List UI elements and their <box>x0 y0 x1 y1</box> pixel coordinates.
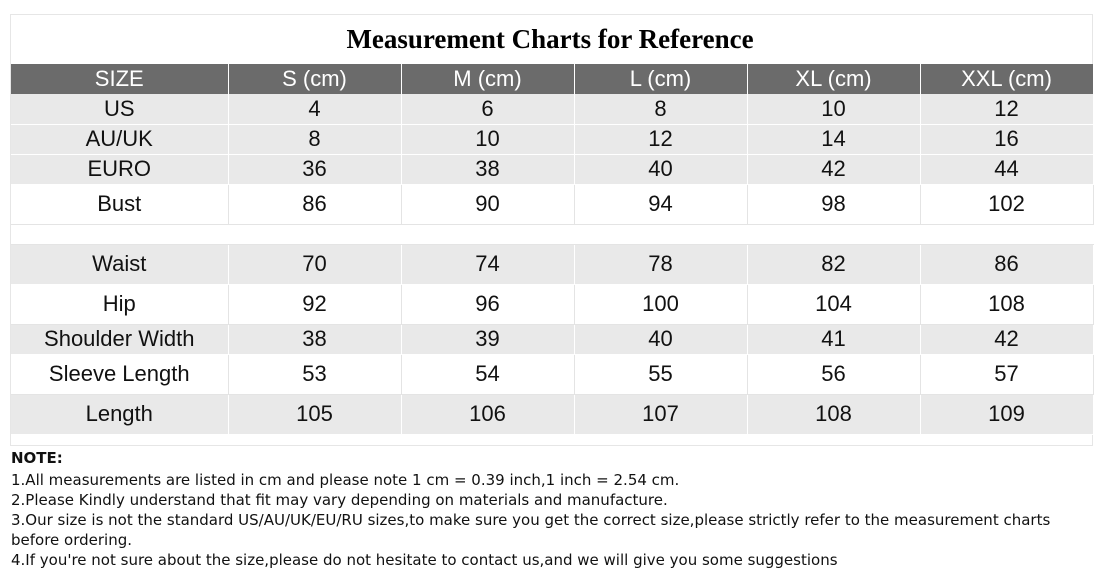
table-cell: 54 <box>401 354 574 394</box>
table-row-shoulder-width <box>11 324 1093 354</box>
header-s: S (cm) <box>228 64 401 94</box>
notes-heading: NOTE: <box>11 449 63 467</box>
table-cell: 57 <box>920 354 1093 394</box>
table-cell: 105 <box>228 394 401 434</box>
table-spacer-row <box>11 224 1093 244</box>
table-row-euro <box>11 154 1093 184</box>
table-cell: 10 <box>401 124 574 154</box>
table-cell: 41 <box>747 324 920 354</box>
table-cell: 104 <box>747 284 920 324</box>
table-cell: 82 <box>747 244 920 284</box>
table-cell: 108 <box>920 284 1093 324</box>
table-cell: 10 <box>747 94 920 124</box>
note-line-2: 2.Please Kindly understand that fit may vary depending on materials and manufacture. <box>11 491 668 509</box>
row-label: Sleeve Length <box>11 354 228 394</box>
header-xxl: XXL (cm) <box>920 64 1093 94</box>
spacer-cell <box>11 224 1093 244</box>
table-cell: 107 <box>574 394 747 434</box>
table-cell: 38 <box>228 324 401 354</box>
table-row-waist <box>11 244 1093 284</box>
note-line-1: 1.All measurements are listed in cm and please note 1 cm = 0.39 inch,1 inch = 2.54 cm. <box>11 471 680 489</box>
table-cell: 98 <box>747 184 920 224</box>
table-cell: 102 <box>920 184 1093 224</box>
header-xl: XL (cm) <box>747 64 920 94</box>
table-cell: 14 <box>747 124 920 154</box>
table-cell: 38 <box>401 154 574 184</box>
chart-title: Measurement Charts for Reference <box>346 24 754 54</box>
header-l: L (cm) <box>574 64 747 94</box>
row-label: EURO <box>11 154 228 184</box>
note-line-3: 3.Our size is not the standard US/AU/UK/EU/RU sizes,to make sure you get the correct size,please strictly refer to the measurement charts before ordering. <box>11 511 1051 549</box>
table-cell: 109 <box>920 394 1093 434</box>
table-cell: 86 <box>920 244 1093 284</box>
table-cell: 16 <box>920 124 1093 154</box>
header-m: M (cm) <box>401 64 574 94</box>
table-cell: 12 <box>920 94 1093 124</box>
table-cell: 42 <box>920 324 1093 354</box>
table-cell: 56 <box>747 354 920 394</box>
table-cell: 36 <box>228 154 401 184</box>
table-cell: 39 <box>401 324 574 354</box>
table-cell: 40 <box>574 324 747 354</box>
table-cell: 42 <box>747 154 920 184</box>
table-cell: 78 <box>574 244 747 284</box>
table-cell: 94 <box>574 184 747 224</box>
table-cell: 55 <box>574 354 747 394</box>
size-table <box>11 64 1094 435</box>
table-cell: 12 <box>574 124 747 154</box>
row-label: Length <box>11 394 228 434</box>
notes-section <box>11 448 1091 570</box>
header-size: SIZE <box>11 64 228 94</box>
table-cell: 53 <box>228 354 401 394</box>
table-cell: 108 <box>747 394 920 434</box>
table-cell: 96 <box>401 284 574 324</box>
row-label: US <box>11 94 228 124</box>
table-header-row <box>11 64 1093 94</box>
table-cell: 8 <box>574 94 747 124</box>
table-cell: 100 <box>574 284 747 324</box>
table-cell: 70 <box>228 244 401 284</box>
table-row-length <box>11 394 1093 434</box>
table-row-au-uk <box>11 124 1093 154</box>
table-cell: 92 <box>228 284 401 324</box>
row-label: Waist <box>11 244 228 284</box>
row-label: Shoulder Width <box>11 324 228 354</box>
table-cell: 8 <box>228 124 401 154</box>
table-row-hip <box>11 284 1093 324</box>
row-label: Bust <box>11 184 228 224</box>
table-cell: 44 <box>920 154 1093 184</box>
table-cell: 106 <box>401 394 574 434</box>
table-cell: 6 <box>401 94 574 124</box>
table-cell: 74 <box>401 244 574 284</box>
table-cell: 86 <box>228 184 401 224</box>
note-line-4: 4.If you're not sure about the size,please do not hesitate to contact us,and we will give you some suggestions <box>11 551 838 569</box>
row-label: Hip <box>11 284 228 324</box>
table-cell: 4 <box>228 94 401 124</box>
table-row-us <box>11 94 1093 124</box>
table-cell: 40 <box>574 154 747 184</box>
table-cell: 90 <box>401 184 574 224</box>
row-label: AU/UK <box>11 124 228 154</box>
table-row-sleeve-length <box>11 354 1093 394</box>
table-row-bust <box>11 184 1093 224</box>
